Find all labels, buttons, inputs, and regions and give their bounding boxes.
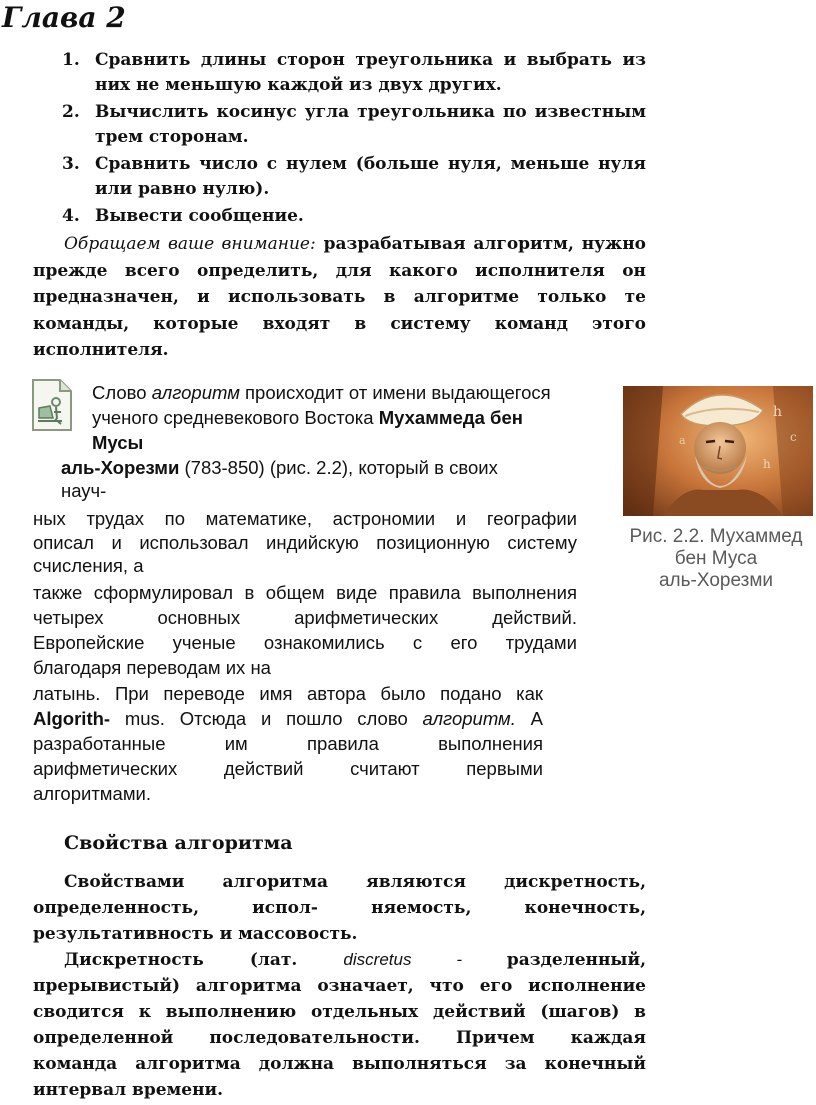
- attention-note-text: разрабатывая алгоритм, нужно прежде всего определить, для какого исполнителя он предназначен, и использовать в алгоритме только те команды, которые входят в систему команд этого исполнителя.: [33, 234, 646, 360]
- paragraph-line: команда алгоритма должна выполняться за конечный: [33, 1054, 646, 1074]
- list-item-number: 1.: [62, 50, 80, 70]
- sidebar-line: благодаря переводам их на: [33, 657, 271, 678]
- attention-note: [33, 231, 646, 364]
- sidebar-line: разработанные им правила выполнения: [33, 733, 543, 754]
- list-item: [62, 204, 646, 229]
- svg-text:a: a: [679, 434, 686, 447]
- paragraph-line: сводится к выполнению отдельных действий (шагов) в: [33, 1002, 646, 1022]
- list-item: [62, 100, 646, 150]
- sidebar-line: также сформулировал в общем виде правила выполнения: [33, 582, 577, 603]
- chapter-title: Глава 2: [2, 1, 126, 34]
- sidebar-line: науч-: [61, 480, 107, 501]
- section-heading: Свойства алгоритма: [64, 832, 293, 854]
- attention-note-lead: Обращаем ваше внимание:: [64, 234, 316, 254]
- list-item-text: Вывести сообщение.: [95, 206, 304, 226]
- svg-text:c: c: [790, 430, 797, 444]
- paragraph-line: определенной последовательности. Причем каждая: [33, 1028, 646, 1048]
- paragraph-line: интервал времени.: [33, 1080, 224, 1100]
- paragraph-line: прерывистый) алгоритма означает, что его исполнение: [33, 976, 646, 996]
- sidebar-line: Европейские ученые ознакомились с его трудами: [33, 632, 577, 653]
- list-item: [62, 48, 646, 98]
- book-reader-icon: [30, 377, 74, 433]
- sidebar-line: алгоритмами.: [33, 783, 152, 804]
- list-item-text: Сравнить число с нулем (больше нуля, меньше нуля или равно нулю).: [95, 154, 646, 199]
- list-item: [62, 152, 646, 202]
- svg-text:h: h: [773, 404, 783, 420]
- list-item-number: 2.: [62, 102, 80, 122]
- algorithm-steps-list: [62, 48, 646, 231]
- paragraph-line: Свойствами алгоритма являются дискретность,: [64, 872, 646, 892]
- list-item-number: 3.: [62, 154, 80, 174]
- list-item-number: 4.: [62, 206, 80, 226]
- figure-caption: Рис. 2.2. Мухаммед бен Муса аль-Хорезми: [629, 526, 803, 591]
- sidebar-line: арифметических действий считают первыми: [33, 758, 543, 779]
- paragraph-line: определенность, испол- няемость, конечность,: [33, 898, 646, 918]
- portrait-image: [623, 386, 813, 516]
- sidebar-line: ных трудах по математике, астрономии и географии: [33, 508, 577, 529]
- sidebar-line: ученого средневекового Востока Мухаммеда бен: [92, 407, 523, 428]
- sidebar-line: Слово алгоритм происходит от имени выдающегося: [92, 382, 551, 403]
- sidebar-line: аль-Хорезми (783-850) (рис. 2.2), который в своих: [61, 457, 498, 478]
- paragraph-line: Дискретность (лат. discretus - разделенный,: [64, 950, 646, 970]
- list-item-text: Вычислить косинус угла треугольника по известным трем сторонам.: [95, 102, 646, 147]
- sidebar-line: Мусы: [92, 432, 144, 453]
- svg-text:h: h: [763, 457, 771, 471]
- sidebar-line: счисления, а: [33, 555, 144, 576]
- paragraph-line: результативность и массовость.: [33, 924, 358, 944]
- sidebar-line: Algorith- mus. Отсюда и пошло слово алгоритм. А: [33, 708, 543, 729]
- sidebar-line: четырех основных арифметических действий.: [33, 607, 577, 628]
- list-item-text: Сравнить длины сторон треугольника и выбрать из них не меньшую каждой из двух других.: [95, 50, 646, 95]
- sidebar-line: описал и использовал индийскую позиционную систему: [33, 532, 577, 553]
- sidebar-line: латынь. При переводе имя автора было подано как: [33, 683, 543, 704]
